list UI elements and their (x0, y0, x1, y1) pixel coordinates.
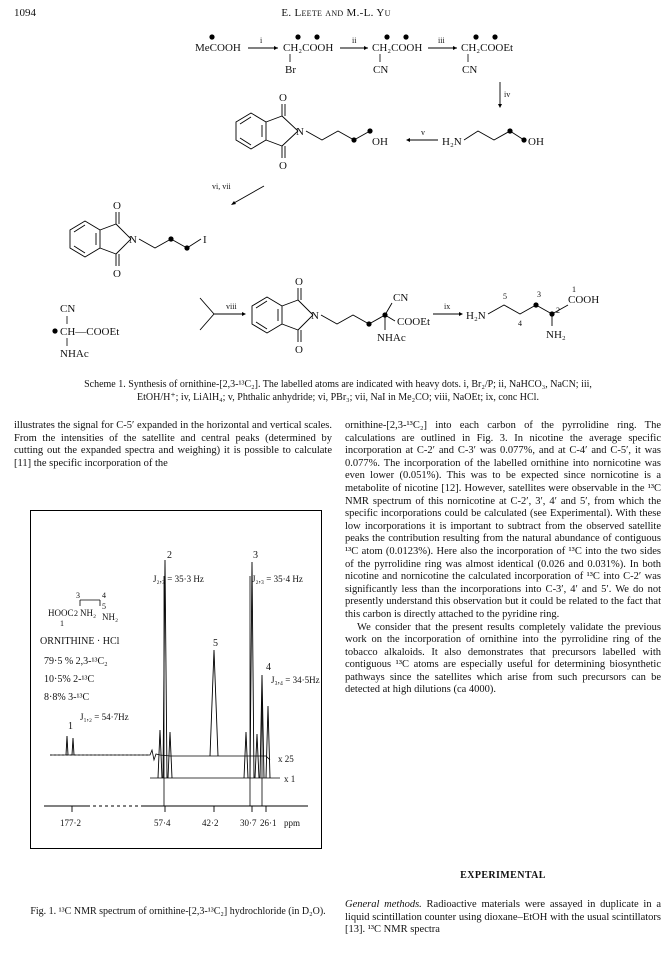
chem-h2n: H₂N (466, 310, 486, 322)
peak-c2 (158, 560, 172, 778)
chem-o: O (295, 344, 303, 356)
legend-line-3: 8·8% 3-¹³C (44, 692, 90, 703)
arrowhead-iv (498, 104, 502, 108)
chem-ch-cooet: CH—COOEt (60, 326, 120, 338)
peak-c1 (66, 736, 74, 755)
paragraph: ornithine-[2,3-¹³C₂] into each carbon of the pyrrolidine ring. The calculations are outlined in Fig. 3. In nicotine the average specific incorporation at C-2′ and C-3′ was 0.077%, and at C-4′ and C-5′, it was 0.077%. The incorporation of the labelled ornithine into nornicotine was even lower (0.051%). This was to be expected since nornicotine is a metabolite of nicotine [12]. However, satellites were observable in the ¹³C NMR spectrum of this nornicotine at C-2′, 3′, 4′ and 5′, from which the specific incorporations could be calculated (see Experimental). With these low incorporations it is important to subtract from the observed satellite peaks the contribution resulting from the natural abundance of contiguous ¹³C atom (0.0123%). Here also the incorporation of ¹³C into the two sides of the pyrrolidine ring was almost identical (0.026 and 0.031%). In both nicotine and nornicotine the calculated incorporation of ¹³C into C-2′ was significantly less than the incorporations into C-3′, 4′ and 5′. We do not presently understand this observation but it could be related to the fact that this carbon is directly attached to the pyridine ring. (345, 420, 661, 620)
step-viii: viii (226, 302, 237, 311)
struct-num-1: 1 (60, 619, 64, 628)
scheme-cn-1: CN (373, 64, 389, 76)
chem-o: O (279, 92, 287, 104)
label-dot (209, 34, 214, 39)
peak-label-4: 4 (266, 662, 271, 673)
scheme-mecooh: MeCOOH (195, 42, 241, 54)
scheme-br: Br (285, 64, 296, 76)
num-5: 5 (503, 292, 507, 301)
chem-nhac: NHAc (377, 332, 406, 344)
label-dot (382, 312, 387, 317)
peak-c5 (210, 650, 218, 756)
tick-label: 177·2 (60, 818, 81, 828)
step-vi-vii: vi, vii (212, 182, 231, 191)
step-iii: iii (438, 36, 445, 45)
compound-label: ORNITHINE · HCl (40, 636, 120, 647)
scheme-1 (0, 0, 672, 378)
figure-caption: Fig. 1. ¹³C NMR spectrum of ornithine-[2,3-¹³C₂] hydrochloride (in D₂O). (30, 906, 326, 917)
num-3: 3 (537, 290, 541, 299)
left-column (14, 420, 332, 470)
chem-iodine: I (203, 234, 207, 246)
label-dot (367, 128, 372, 133)
chem-cooet: COOEt (397, 316, 430, 328)
legend-line-2: 10·5% 2-¹³C (44, 674, 95, 685)
tick-label: 42·2 (202, 818, 219, 828)
chem-n: N (129, 234, 137, 246)
tick-label: 57·4 (154, 818, 171, 828)
section-heading-experimental: EXPERIMENTAL (460, 870, 546, 881)
step-ii: ii (352, 36, 357, 45)
arrowhead-v (406, 138, 410, 142)
arrowhead-iii (453, 46, 457, 50)
figure-1 (30, 510, 322, 888)
label-dot (549, 311, 554, 316)
step-v: v (421, 128, 425, 137)
subheading-general-methods: General methods. (345, 899, 422, 910)
arrowhead-ix (459, 312, 463, 316)
step-i: i (260, 36, 263, 45)
coupling-j23-left: J₂,₃ = 35·3 Hz (153, 574, 204, 584)
chem-o: O (113, 200, 121, 212)
coupling-j23-right: J₂,₃ = 35·4 Hz (252, 574, 303, 584)
num-1: 1 (572, 285, 576, 294)
tick-label: ppm (284, 818, 301, 828)
page-number: 1094 (14, 7, 36, 19)
struct-nh2-a: NH₂ (80, 608, 97, 618)
tick-label: 26·1 (260, 818, 277, 828)
arrowhead-i (274, 46, 278, 50)
label-dot (521, 137, 526, 142)
num-4: 4 (518, 319, 522, 328)
label-dot (168, 236, 173, 241)
aminopropanol (464, 131, 524, 140)
experimental-body: Radioactive materials were assayed in duplicate in a liquid scintillation counter using dioxane–EtOH with the usual scintillators [13]. ¹³C NMR spectra (345, 899, 661, 936)
axis-ticks (72, 806, 266, 812)
struct-nh2-b: NH₂ (102, 612, 119, 622)
label-dot (184, 245, 189, 250)
chem-n: N (311, 310, 319, 322)
arrowhead-viii (242, 312, 246, 316)
chem-oh: OH (528, 136, 544, 148)
paragraph: illustrates the signal for C-5′ expanded in the horizontal and vertical scales. From the intensities of the satellite and central peaks (determined by cutting out the expanded spectra and weighing) it is possible to calculate [11] the specific incorporation of the (14, 420, 332, 469)
chem-n: N (296, 126, 304, 138)
label-dot (366, 321, 371, 326)
chem-nh2: NH₂ (546, 329, 566, 341)
scheme-bromoacetic: CH₂COOH (283, 42, 334, 54)
coupling-j12: J₁,₂ = 54·7Hz (80, 712, 129, 722)
struct-num-5: 5 (102, 602, 106, 611)
experimental-text (345, 899, 661, 937)
step-ix: ix (444, 302, 451, 311)
scheme-caption: Scheme 1. Synthesis of ornithine-[2,3-¹³C₂]. The labelled atoms are indicated with heavy dots. i, Br₂/P; ii, NaHCO₃, NaCN; iii, EtOH/H⁺; iv, LiAlH₄; v, Phthalic anhydride; vi, PBr₃; vii, NaI in Me₂CO; viii, NaOEt; ix, conc HCl. (84, 379, 592, 403)
label-dot (533, 302, 538, 307)
chem-cooh: COOH (568, 294, 600, 306)
chem-cn: CN (393, 292, 409, 304)
chem-o: O (113, 268, 121, 280)
peak-label-3: 3 (253, 550, 258, 561)
nmr-spectrum (30, 510, 322, 888)
running-head-authors: E. Leete and M.-L. Yu (281, 7, 391, 19)
arrowhead-ii (364, 46, 368, 50)
struct-num-3: 3 (76, 591, 80, 600)
chem-o: O (279, 160, 287, 172)
label-dot (314, 34, 319, 39)
label-dot (507, 128, 512, 133)
scale-x25: x 25 (278, 754, 294, 764)
scale-x1: x 1 (284, 774, 296, 784)
chem-oh: OH (372, 136, 388, 148)
label-dot (403, 34, 408, 39)
peak-c4 (260, 675, 270, 778)
paragraph: We consider that the present results completely validate the previous work on the incorporation of ornithine into the pyrrolidine ring of the tobacco alkaloids. It also demonstrates that precursors labelled with contiguous ¹³C atoms are especially useful for determining biosynthetic pathways since the satellites which arise from such precursors can be detected at high dilutions (ca 4000). (345, 621, 661, 696)
chem-o: O (295, 276, 303, 288)
peak-c3 (244, 562, 259, 778)
coupling-j34: J₃,₄ = 34·5Hz (271, 675, 320, 685)
label-dot (492, 34, 497, 39)
struct-hooc: HOOC (48, 608, 74, 618)
struct-num-4: 4 (102, 591, 106, 600)
label-dot (295, 34, 300, 39)
label-dot (384, 34, 389, 39)
step-iv: iv (504, 90, 511, 99)
peak-label-2: 2 (167, 550, 172, 561)
scheme-cn-2: CN (462, 64, 478, 76)
label-dot (52, 328, 57, 333)
arrowhead-vi-vii (231, 201, 236, 205)
chem-h2n: H₂N (442, 136, 462, 148)
chem-cn: CN (60, 303, 76, 315)
right-column (345, 420, 661, 697)
legend-line-1: 79·5 % 2,3-¹³C₂ (44, 656, 108, 667)
scheme-ethyl-cyanoacetate: CH₂COOEt (461, 42, 514, 54)
phthalimide-condensed (252, 288, 395, 342)
num-2: 2 (556, 306, 560, 315)
label-dot (473, 34, 478, 39)
arrow-vi-vii (234, 186, 264, 203)
chem-nhac: NHAc (60, 348, 89, 360)
scheme-cyanoacetic: CH₂COOH (372, 42, 423, 54)
ornithine-structure (80, 600, 100, 606)
label-dot (351, 137, 356, 142)
peak-label-1: 1 (68, 721, 73, 732)
peak-label-5: 5 (213, 638, 218, 649)
struct-num-2: 2 (74, 609, 78, 618)
arrow-viii (200, 298, 244, 330)
tick-label: 30·7 (240, 818, 257, 828)
